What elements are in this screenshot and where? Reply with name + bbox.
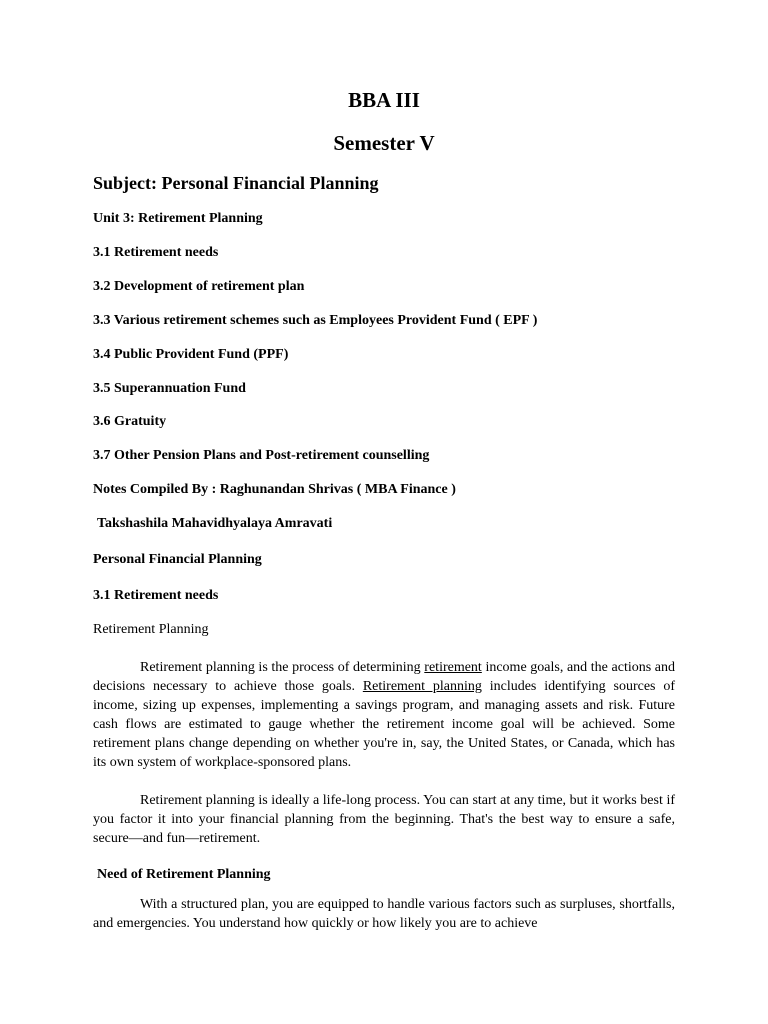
paragraph-text: Retirement planning is the process of determining <box>140 660 425 675</box>
paragraph-text: With a structured plan, you are equipped to handle various factors such as surpluses, shortfalls, and emergencies. You understand how quickly or how likely you are to achieve <box>93 897 675 932</box>
semester-title: Semester V <box>333 131 435 155</box>
paragraph-text: includes identifying sources of income, sizing up expenses, implementing a savings program, and managing assets and risk. Future cash flows are estimated to gauge whether the retirement income goal will be achieved. Some retirement plans change depending on whether you're in, say, the United States, or Canada, which has its own system of workplace-sponsored plans. <box>93 679 675 771</box>
subject-heading: Subject: Personal Financial Planning <box>93 173 379 193</box>
section-heading: 3.1 Retirement needs <box>93 588 219 603</box>
paragraph-text: income goals, and the actions and decisions necessary to achieve those goals. <box>93 660 676 695</box>
syllabus-item: 3.1 Retirement needs <box>93 245 219 260</box>
syllabus-item: 3.6 Gratuity <box>93 414 167 429</box>
paragraph-lifelong-process <box>93 791 675 848</box>
section-title: Personal Financial Planning <box>93 552 262 567</box>
topic-label: Retirement Planning <box>93 622 209 637</box>
compiled-by: Notes Compiled By : Raghunandan Shrivas ( MBA Finance ) <box>93 482 456 497</box>
institution-name: Takshashila Mahavidhyalaya Amravati <box>97 516 333 531</box>
need-heading: Need of Retirement Planning <box>97 867 271 882</box>
syllabus-item: 3.4 Public Provident Fund (PPF) <box>93 347 289 362</box>
course-title: BBA III <box>348 88 420 112</box>
retirement-planning-link[interactable]: Retirement planning <box>362 679 482 695</box>
syllabus-item: 3.5 Superannuation Fund <box>93 381 246 396</box>
retirement-link[interactable]: retirement <box>424 660 482 675</box>
syllabus-item: 3.2 Development of retirement plan <box>93 279 305 294</box>
syllabus-item: 3.3 Various retirement schemes such as Employees Provident Fund ( EPF ) <box>93 313 538 328</box>
paragraph-structured-plan <box>93 895 675 933</box>
paragraph-text: Retirement planning is ideally a life-long process. You can start at any time, but it works best if you factor it into your financial planning from the beginning. That's the best way to ensure a safe, secure—and fun—retirement. <box>93 793 675 847</box>
unit-heading: Unit 3: Retirement Planning <box>93 211 263 226</box>
syllabus-item: 3.7 Other Pension Plans and Post-retirement counselling <box>93 448 430 463</box>
paragraph-retirement-planning <box>93 658 675 773</box>
